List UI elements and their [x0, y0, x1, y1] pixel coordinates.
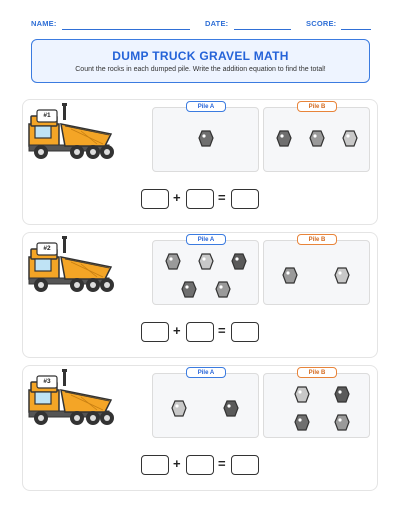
pile-a-tag: Pile A [186, 101, 226, 112]
equation-row [141, 455, 261, 479]
pile-b-box [263, 237, 370, 305]
rock-icon [309, 130, 325, 147]
rock-icon [171, 400, 187, 417]
worksheet-title: DUMP TRUCK GRAVEL MATH [112, 49, 289, 63]
addend-1-input[interactable] [141, 322, 169, 342]
title-banner [31, 39, 370, 83]
addend-1-input[interactable] [141, 455, 169, 475]
pile-b-tag: Pile B [297, 101, 337, 112]
sum-input[interactable] [231, 455, 259, 475]
plus-sign: + [173, 323, 181, 338]
date-field[interactable] [234, 29, 291, 30]
pile-b-tag: Pile B [297, 234, 337, 245]
equals-sign: = [218, 323, 226, 338]
dump-truck-icon [25, 235, 123, 295]
score-label: SCORE: [306, 19, 337, 28]
rock-icon [334, 267, 350, 284]
rock-icon [231, 253, 247, 270]
equation-row [141, 189, 261, 213]
pile-b-box [263, 104, 370, 172]
pile-b-tag: Pile B [297, 367, 337, 378]
rock-icon [165, 253, 181, 270]
sum-input[interactable] [231, 189, 259, 209]
worksheet-instructions: Count the rocks in each dumped pile. Write the addition equation to find the total! [75, 66, 326, 73]
rock-icon [334, 386, 350, 403]
addend-1-input[interactable] [141, 189, 169, 209]
sum-input[interactable] [231, 322, 259, 342]
addend-2-input[interactable] [186, 455, 214, 475]
plus-sign: + [173, 190, 181, 205]
rock-icon [181, 281, 197, 298]
equals-sign: = [218, 190, 226, 205]
rock-icon [276, 130, 292, 147]
rock-icon [282, 267, 298, 284]
problem-card [22, 232, 378, 358]
rock-icon [334, 414, 350, 431]
problem-number: #2 [43, 245, 51, 252]
rock-icon [294, 386, 310, 403]
equation-row [141, 322, 261, 346]
rock-icon [294, 414, 310, 431]
problem-card [22, 365, 378, 491]
dump-truck-icon [25, 102, 123, 162]
pile-a-tag: Pile A [186, 367, 226, 378]
rock-icon [198, 130, 214, 147]
name-label: NAME: [31, 19, 57, 28]
date-label: DATE: [205, 19, 229, 28]
addend-2-input[interactable] [186, 322, 214, 342]
rock-icon [223, 400, 239, 417]
problem-number: #3 [43, 378, 51, 385]
pile-a-box [152, 370, 259, 438]
dump-truck-icon [25, 368, 123, 428]
equals-sign: = [218, 456, 226, 471]
name-field[interactable] [62, 29, 190, 30]
pile-a-box [152, 237, 259, 305]
pile-a-box [152, 104, 259, 172]
problem-card [22, 99, 378, 225]
rock-icon [198, 253, 214, 270]
problem-number: #1 [43, 112, 51, 119]
rock-icon [342, 130, 358, 147]
score-field[interactable] [341, 29, 371, 30]
addend-2-input[interactable] [186, 189, 214, 209]
rock-icon [215, 281, 231, 298]
pile-b-box [263, 370, 370, 438]
plus-sign: + [173, 456, 181, 471]
pile-a-tag: Pile A [186, 234, 226, 245]
